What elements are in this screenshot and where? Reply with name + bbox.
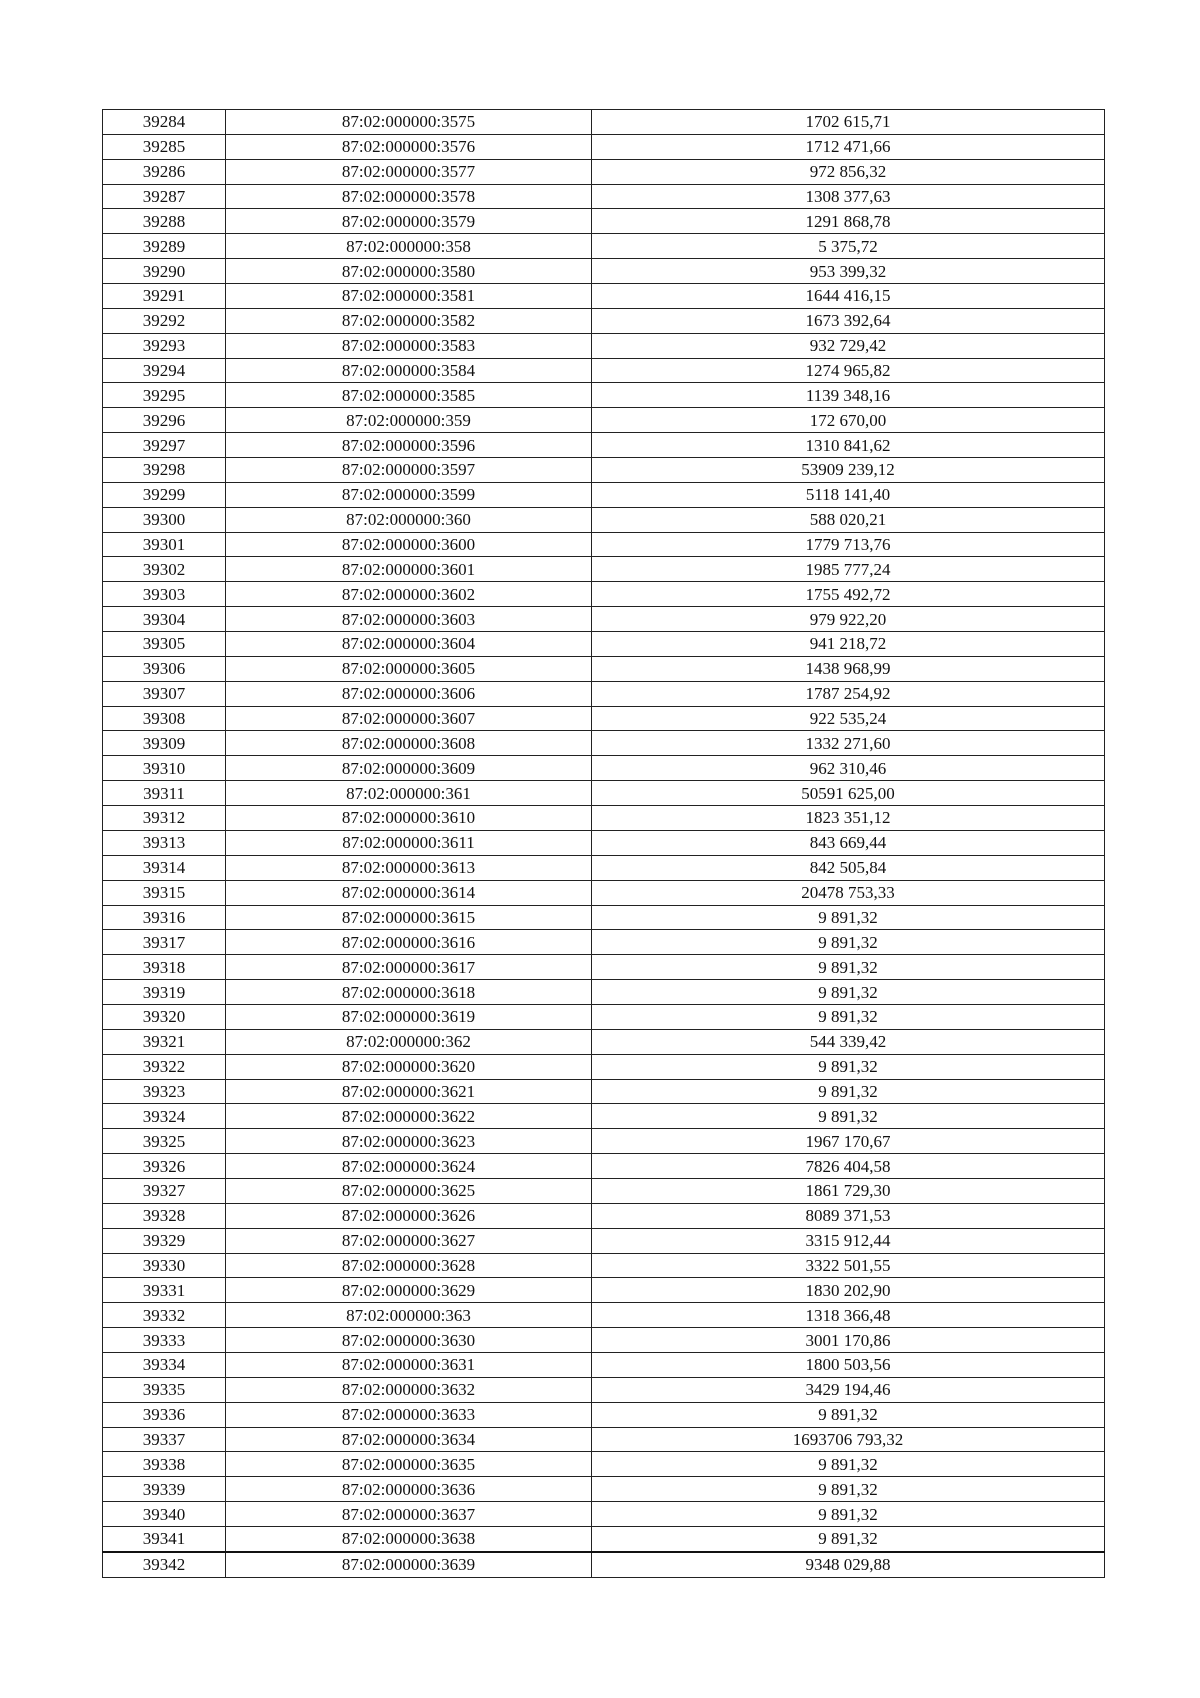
cadastral-number-cell: 87:02:000000:3625 <box>226 1178 592 1203</box>
table-row <box>103 1178 1105 1203</box>
value-cell: 1644 416,15 <box>592 284 1105 309</box>
cadastral-number-cell: 87:02:000000:3597 <box>226 458 592 483</box>
value-cell: 544 339,42 <box>592 1029 1105 1054</box>
table-row <box>103 1278 1105 1303</box>
row-number-cell: 39318 <box>103 955 226 980</box>
row-number-cell: 39307 <box>103 681 226 706</box>
cadastral-number-cell: 87:02:000000:3599 <box>226 482 592 507</box>
cadastral-number-cell: 87:02:000000:3626 <box>226 1203 592 1228</box>
row-number-cell: 39320 <box>103 1004 226 1029</box>
row-number-cell: 39298 <box>103 458 226 483</box>
row-number-cell: 39300 <box>103 507 226 532</box>
value-cell: 9 891,32 <box>592 955 1105 980</box>
table-row <box>103 1526 1105 1551</box>
table-row <box>103 1079 1105 1104</box>
table-row <box>103 1402 1105 1427</box>
row-number-cell: 39287 <box>103 184 226 209</box>
table-row <box>103 134 1105 159</box>
cadastral-number-cell: 87:02:000000:360 <box>226 507 592 532</box>
value-cell: 962 310,46 <box>592 756 1105 781</box>
row-number-cell: 39324 <box>103 1104 226 1129</box>
row-number-cell: 39306 <box>103 656 226 681</box>
cadastral-number-cell: 87:02:000000:3630 <box>226 1328 592 1353</box>
value-cell: 1861 729,30 <box>592 1178 1105 1203</box>
row-number-cell: 39312 <box>103 806 226 831</box>
row-number-cell: 39331 <box>103 1278 226 1303</box>
cadastral-number-cell: 87:02:000000:3615 <box>226 905 592 930</box>
value-cell: 972 856,32 <box>592 159 1105 184</box>
value-cell: 1139 348,16 <box>592 383 1105 408</box>
table-row <box>103 1054 1105 1079</box>
row-number-cell: 39315 <box>103 880 226 905</box>
value-cell: 1693706 793,32 <box>592 1427 1105 1452</box>
row-number-cell: 39327 <box>103 1178 226 1203</box>
row-number-cell: 39310 <box>103 756 226 781</box>
table-row <box>103 1029 1105 1054</box>
value-cell: 3322 501,55 <box>592 1253 1105 1278</box>
table-row <box>103 930 1105 955</box>
row-number-cell: 39330 <box>103 1253 226 1278</box>
cadastral-number-cell: 87:02:000000:362 <box>226 1029 592 1054</box>
cadastral-number-cell: 87:02:000000:3609 <box>226 756 592 781</box>
row-number-cell: 39297 <box>103 433 226 458</box>
value-cell: 9 891,32 <box>592 905 1105 930</box>
cadastral-number-cell: 87:02:000000:3639 <box>226 1552 592 1577</box>
row-number-cell: 39326 <box>103 1154 226 1179</box>
cadastral-number-cell: 87:02:000000:3611 <box>226 830 592 855</box>
row-number-cell: 39340 <box>103 1502 226 1527</box>
value-cell: 1779 713,76 <box>592 532 1105 557</box>
table-row <box>103 482 1105 507</box>
table-row <box>103 1552 1105 1577</box>
table-row <box>103 507 1105 532</box>
value-cell: 1332 271,60 <box>592 731 1105 756</box>
value-cell: 3429 194,46 <box>592 1377 1105 1402</box>
table-row <box>103 1228 1105 1253</box>
row-number-cell: 39303 <box>103 582 226 607</box>
cadastral-number-cell: 87:02:000000:3638 <box>226 1526 592 1551</box>
row-number-cell: 39336 <box>103 1402 226 1427</box>
cadastral-number-cell: 87:02:000000:3636 <box>226 1477 592 1502</box>
cadastral-number-cell: 87:02:000000:3596 <box>226 433 592 458</box>
cadastral-number-cell: 87:02:000000:3620 <box>226 1054 592 1079</box>
table-row <box>103 1253 1105 1278</box>
cadastral-number-cell: 87:02:000000:3614 <box>226 880 592 905</box>
row-number-cell: 39308 <box>103 706 226 731</box>
row-number-cell: 39296 <box>103 408 226 433</box>
row-number-cell: 39299 <box>103 482 226 507</box>
row-number-cell: 39323 <box>103 1079 226 1104</box>
table-row <box>103 830 1105 855</box>
value-cell: 1702 615,71 <box>592 110 1105 135</box>
value-cell: 7826 404,58 <box>592 1154 1105 1179</box>
row-number-cell: 39314 <box>103 855 226 880</box>
table-row <box>103 532 1105 557</box>
cadastral-number-cell: 87:02:000000:363 <box>226 1303 592 1328</box>
cadastral-number-cell: 87:02:000000:3583 <box>226 333 592 358</box>
cadastral-number-cell: 87:02:000000:3603 <box>226 607 592 632</box>
row-number-cell: 39302 <box>103 557 226 582</box>
cadastral-number-cell: 87:02:000000:3580 <box>226 259 592 284</box>
value-cell: 9 891,32 <box>592 1452 1105 1477</box>
value-cell: 3315 912,44 <box>592 1228 1105 1253</box>
row-number-cell: 39342 <box>103 1552 226 1577</box>
row-number-cell: 39285 <box>103 134 226 159</box>
row-number-cell: 39337 <box>103 1427 226 1452</box>
row-number-cell: 39339 <box>103 1477 226 1502</box>
value-cell: 1985 777,24 <box>592 557 1105 582</box>
table-row <box>103 1352 1105 1377</box>
value-cell: 1712 471,66 <box>592 134 1105 159</box>
row-number-cell: 39286 <box>103 159 226 184</box>
value-cell: 9 891,32 <box>592 930 1105 955</box>
value-cell: 1438 968,99 <box>592 656 1105 681</box>
row-number-cell: 39338 <box>103 1452 226 1477</box>
value-cell: 9 891,32 <box>592 1079 1105 1104</box>
value-cell: 9 891,32 <box>592 1502 1105 1527</box>
cadastral-number-cell: 87:02:000000:3608 <box>226 731 592 756</box>
row-number-cell: 39304 <box>103 607 226 632</box>
table-row <box>103 1477 1105 1502</box>
row-number-cell: 39335 <box>103 1377 226 1402</box>
cadastral-number-cell: 87:02:000000:3633 <box>226 1402 592 1427</box>
table-row <box>103 806 1105 831</box>
value-cell: 1800 503,56 <box>592 1352 1105 1377</box>
row-number-cell: 39319 <box>103 980 226 1005</box>
table-row <box>103 731 1105 756</box>
cadastral-number-cell: 87:02:000000:361 <box>226 781 592 806</box>
value-cell: 843 669,44 <box>592 830 1105 855</box>
table-row <box>103 110 1105 135</box>
table-row <box>103 259 1105 284</box>
table-row <box>103 1004 1105 1029</box>
cadastral-number-cell: 87:02:000000:3582 <box>226 308 592 333</box>
cadastral-number-cell: 87:02:000000:359 <box>226 408 592 433</box>
cadastral-number-cell: 87:02:000000:3634 <box>226 1427 592 1452</box>
table-row <box>103 905 1105 930</box>
row-number-cell: 39309 <box>103 731 226 756</box>
value-cell: 9 891,32 <box>592 1004 1105 1029</box>
value-cell: 1673 392,64 <box>592 308 1105 333</box>
value-cell: 50591 625,00 <box>592 781 1105 806</box>
row-number-cell: 39292 <box>103 308 226 333</box>
table-row <box>103 1104 1105 1129</box>
value-cell: 1830 202,90 <box>592 1278 1105 1303</box>
cadastral-number-cell: 87:02:000000:3576 <box>226 134 592 159</box>
cadastral-number-cell: 87:02:000000:3632 <box>226 1377 592 1402</box>
table-row <box>103 1502 1105 1527</box>
table-row <box>103 607 1105 632</box>
cadastral-number-cell: 87:02:000000:3631 <box>226 1352 592 1377</box>
cadastral-number-cell: 87:02:000000:3616 <box>226 930 592 955</box>
cadastral-number-cell: 87:02:000000:3581 <box>226 284 592 309</box>
table-row <box>103 557 1105 582</box>
value-cell: 1755 492,72 <box>592 582 1105 607</box>
table-row <box>103 433 1105 458</box>
row-number-cell: 39288 <box>103 209 226 234</box>
cadastral-number-cell: 87:02:000000:3628 <box>226 1253 592 1278</box>
row-number-cell: 39301 <box>103 532 226 557</box>
row-number-cell: 39317 <box>103 930 226 955</box>
value-cell: 1274 965,82 <box>592 358 1105 383</box>
table-row <box>103 880 1105 905</box>
registry-table-body <box>103 110 1105 1578</box>
value-cell: 953 399,32 <box>592 259 1105 284</box>
table-row <box>103 458 1105 483</box>
table-row <box>103 681 1105 706</box>
value-cell: 922 535,24 <box>592 706 1105 731</box>
row-number-cell: 39333 <box>103 1328 226 1353</box>
value-cell: 979 922,20 <box>592 607 1105 632</box>
cadastral-number-cell: 87:02:000000:3629 <box>226 1278 592 1303</box>
cadastral-number-cell: 87:02:000000:3624 <box>226 1154 592 1179</box>
row-number-cell: 39289 <box>103 234 226 259</box>
table-row <box>103 159 1105 184</box>
table-row <box>103 706 1105 731</box>
cadastral-number-cell: 87:02:000000:3607 <box>226 706 592 731</box>
cadastral-number-cell: 87:02:000000:3585 <box>226 383 592 408</box>
value-cell: 9 891,32 <box>592 1526 1105 1551</box>
value-cell: 842 505,84 <box>592 855 1105 880</box>
row-number-cell: 39316 <box>103 905 226 930</box>
value-cell: 3001 170,86 <box>592 1328 1105 1353</box>
cadastral-number-cell: 87:02:000000:3627 <box>226 1228 592 1253</box>
row-number-cell: 39332 <box>103 1303 226 1328</box>
value-cell: 1787 254,92 <box>592 681 1105 706</box>
cadastral-number-cell: 87:02:000000:358 <box>226 234 592 259</box>
table-row <box>103 1303 1105 1328</box>
value-cell: 53909 239,12 <box>592 458 1105 483</box>
row-number-cell: 39329 <box>103 1228 226 1253</box>
cadastral-number-cell: 87:02:000000:3635 <box>226 1452 592 1477</box>
table-row <box>103 582 1105 607</box>
cadastral-number-cell: 87:02:000000:3613 <box>226 855 592 880</box>
table-row <box>103 1203 1105 1228</box>
table-row <box>103 855 1105 880</box>
value-cell: 5118 141,40 <box>592 482 1105 507</box>
table-row <box>103 980 1105 1005</box>
table-row <box>103 1328 1105 1353</box>
table-row <box>103 333 1105 358</box>
table-row <box>103 234 1105 259</box>
cadastral-number-cell: 87:02:000000:3610 <box>226 806 592 831</box>
value-cell: 20478 753,33 <box>592 880 1105 905</box>
value-cell: 1308 377,63 <box>592 184 1105 209</box>
table-row <box>103 781 1105 806</box>
value-cell: 8089 371,53 <box>592 1203 1105 1228</box>
cadastral-number-cell: 87:02:000000:3602 <box>226 582 592 607</box>
table-row <box>103 408 1105 433</box>
table-row <box>103 308 1105 333</box>
value-cell: 172 670,00 <box>592 408 1105 433</box>
cadastral-number-cell: 87:02:000000:3619 <box>226 1004 592 1029</box>
value-cell: 1318 366,48 <box>592 1303 1105 1328</box>
table-row <box>103 1377 1105 1402</box>
cadastral-number-cell: 87:02:000000:3605 <box>226 656 592 681</box>
cadastral-number-cell: 87:02:000000:3579 <box>226 209 592 234</box>
value-cell: 9 891,32 <box>592 1054 1105 1079</box>
value-cell: 932 729,42 <box>592 333 1105 358</box>
value-cell: 1310 841,62 <box>592 433 1105 458</box>
row-number-cell: 39293 <box>103 333 226 358</box>
cadastral-number-cell: 87:02:000000:3618 <box>226 980 592 1005</box>
cadastral-number-cell: 87:02:000000:3604 <box>226 632 592 657</box>
row-number-cell: 39295 <box>103 383 226 408</box>
row-number-cell: 39328 <box>103 1203 226 1228</box>
table-row <box>103 358 1105 383</box>
row-number-cell: 39334 <box>103 1352 226 1377</box>
row-number-cell: 39294 <box>103 358 226 383</box>
table-row <box>103 209 1105 234</box>
cadastral-number-cell: 87:02:000000:3600 <box>226 532 592 557</box>
table-row <box>103 1427 1105 1452</box>
cadastral-number-cell: 87:02:000000:3584 <box>226 358 592 383</box>
row-number-cell: 39311 <box>103 781 226 806</box>
value-cell: 9 891,32 <box>592 1104 1105 1129</box>
row-number-cell: 39305 <box>103 632 226 657</box>
value-cell: 5 375,72 <box>592 234 1105 259</box>
row-number-cell: 39322 <box>103 1054 226 1079</box>
cadastral-number-cell: 87:02:000000:3621 <box>226 1079 592 1104</box>
cadastral-number-cell: 87:02:000000:3578 <box>226 184 592 209</box>
row-number-cell: 39284 <box>103 110 226 135</box>
row-number-cell: 39321 <box>103 1029 226 1054</box>
value-cell: 1967 170,67 <box>592 1129 1105 1154</box>
value-cell: 9 891,32 <box>592 1477 1105 1502</box>
value-cell: 1291 868,78 <box>592 209 1105 234</box>
table-row <box>103 1154 1105 1179</box>
table-row <box>103 955 1105 980</box>
row-number-cell: 39325 <box>103 1129 226 1154</box>
table-row <box>103 284 1105 309</box>
table-row <box>103 756 1105 781</box>
row-number-cell: 39341 <box>103 1526 226 1551</box>
value-cell: 9 891,32 <box>592 980 1105 1005</box>
row-number-cell: 39291 <box>103 284 226 309</box>
table-row <box>103 656 1105 681</box>
cadastral-number-cell: 87:02:000000:3601 <box>226 557 592 582</box>
value-cell: 9348 029,88 <box>592 1552 1105 1577</box>
table-row <box>103 1452 1105 1477</box>
cadastral-number-cell: 87:02:000000:3617 <box>226 955 592 980</box>
value-cell: 588 020,21 <box>592 507 1105 532</box>
table-row <box>103 383 1105 408</box>
row-number-cell: 39290 <box>103 259 226 284</box>
value-cell: 9 891,32 <box>592 1402 1105 1427</box>
cadastral-number-cell: 87:02:000000:3622 <box>226 1104 592 1129</box>
value-cell: 941 218,72 <box>592 632 1105 657</box>
cadastral-number-cell: 87:02:000000:3623 <box>226 1129 592 1154</box>
row-number-cell: 39313 <box>103 830 226 855</box>
cadastral-number-cell: 87:02:000000:3577 <box>226 159 592 184</box>
table-row <box>103 1129 1105 1154</box>
table-row <box>103 184 1105 209</box>
registry-table <box>102 109 1105 1578</box>
cadastral-number-cell: 87:02:000000:3575 <box>226 110 592 135</box>
value-cell: 1823 351,12 <box>592 806 1105 831</box>
cadastral-number-cell: 87:02:000000:3606 <box>226 681 592 706</box>
table-row <box>103 632 1105 657</box>
cadastral-number-cell: 87:02:000000:3637 <box>226 1502 592 1527</box>
